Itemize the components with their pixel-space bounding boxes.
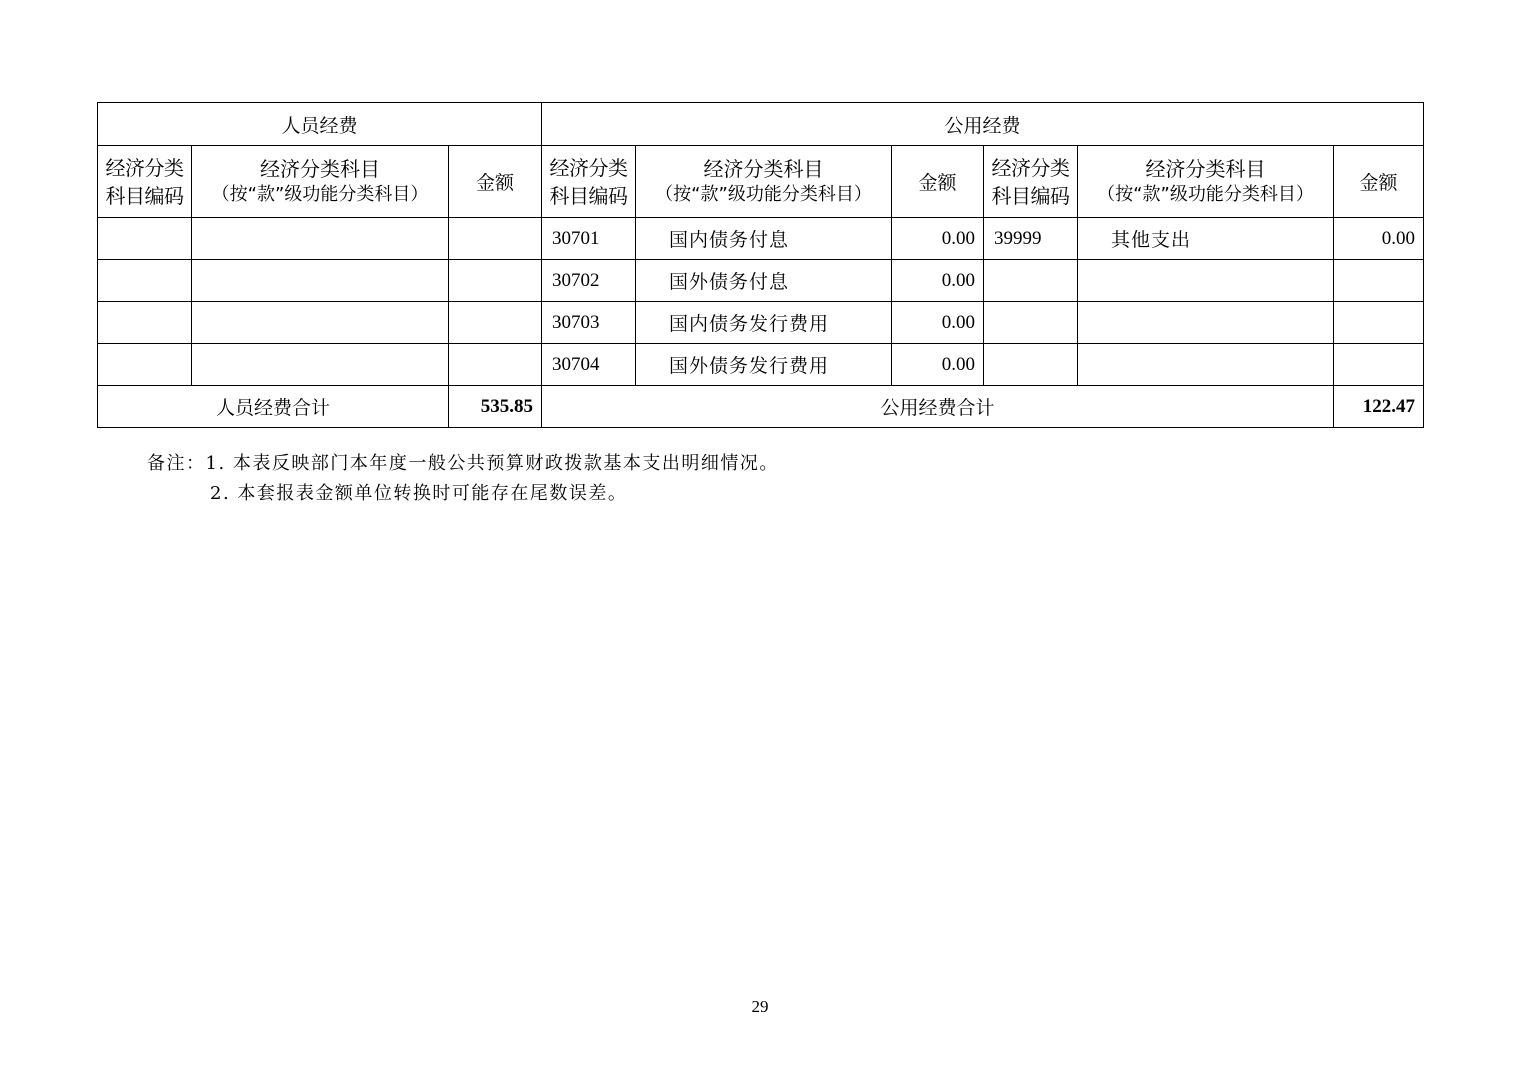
personnel-amount-header: 金额 [449, 146, 542, 218]
public-name-header-2: 经济分类科目 （按“款”级功能分类科目） [1078, 146, 1334, 218]
public-name-cell: 国内债务付息 [636, 218, 892, 260]
public-amount-cell: 0.00 [892, 302, 984, 344]
table-row [98, 302, 1424, 344]
public-name-cell: 国外债务付息 [636, 260, 892, 302]
personnel-name-cell [192, 302, 449, 344]
personnel-name-cell [192, 260, 449, 302]
total-row [98, 386, 1424, 428]
public-code-cell [984, 260, 1078, 302]
public-total-value: 122.47 [1334, 386, 1424, 428]
public-amount-cell: 0.00 [892, 218, 984, 260]
page-number: 29 [751, 997, 769, 1016]
public-amount-cell: 0.00 [892, 260, 984, 302]
personnel-total-label: 人员经费合计 [98, 386, 449, 428]
personnel-amount-cell [449, 302, 542, 344]
public-name-cell: 国内债务发行费用 [636, 302, 892, 344]
public-amount-cell [1334, 302, 1424, 344]
public-code-cell: 30703 [542, 302, 636, 344]
public-code-cell [984, 344, 1078, 386]
personnel-code-cell [98, 344, 192, 386]
public-code-cell [984, 302, 1078, 344]
public-code-header-1: 经济分类 科目编码 [542, 146, 636, 218]
table-notes [147, 449, 779, 509]
public-amount-cell: 0.00 [1334, 218, 1424, 260]
section-header-row [98, 103, 1424, 146]
public-name-cell [1078, 344, 1334, 386]
public-amount-cell: 0.00 [892, 344, 984, 386]
public-code-cell: 30701 [542, 218, 636, 260]
public-name-cell [1078, 302, 1334, 344]
public-amount-header-1: 金额 [892, 146, 984, 218]
personnel-name-cell [192, 218, 449, 260]
note-line-1: 备注：1. 本表反映部门本年度一般公共预算财政拨款基本支出明细情况。 [147, 453, 779, 474]
public-code-cell: 30704 [542, 344, 636, 386]
public-section-title: 公用经费 [542, 103, 1424, 146]
personnel-code-cell [98, 260, 192, 302]
table-row [98, 218, 1424, 260]
note-line-2: 2. 本套报表金额单位转换时可能存在尾数误差。 [210, 483, 628, 504]
personnel-amount-cell [449, 344, 542, 386]
public-name-header-1: 经济分类科目 （按“款”级功能分类科目） [636, 146, 892, 218]
public-code-cell: 30702 [542, 260, 636, 302]
personnel-name-cell [192, 344, 449, 386]
public-name-cell: 其他支出 [1078, 218, 1334, 260]
public-amount-header-2: 金额 [1334, 146, 1424, 218]
table-row [98, 260, 1424, 302]
public-name-cell: 国外债务发行费用 [636, 344, 892, 386]
personnel-total-value: 535.85 [449, 386, 542, 428]
public-name-cell [1078, 260, 1334, 302]
public-code-header-2: 经济分类 科目编码 [984, 146, 1078, 218]
personnel-name-header: 经济分类科目 （按“款”级功能分类科目） [192, 146, 449, 218]
column-header-row [98, 146, 1424, 218]
personnel-section-title: 人员经费 [98, 103, 542, 146]
personnel-code-cell [98, 218, 192, 260]
public-amount-cell [1334, 344, 1424, 386]
public-code-cell: 39999 [984, 218, 1078, 260]
personnel-code-cell [98, 302, 192, 344]
personnel-amount-cell [449, 218, 542, 260]
public-total-label: 公用经费合计 [542, 386, 1334, 428]
public-amount-cell [1334, 260, 1424, 302]
table-row [98, 344, 1424, 386]
personnel-code-header: 经济分类 科目编码 [98, 146, 192, 218]
personnel-amount-cell [449, 260, 542, 302]
expenditure-detail-table [97, 102, 1424, 428]
